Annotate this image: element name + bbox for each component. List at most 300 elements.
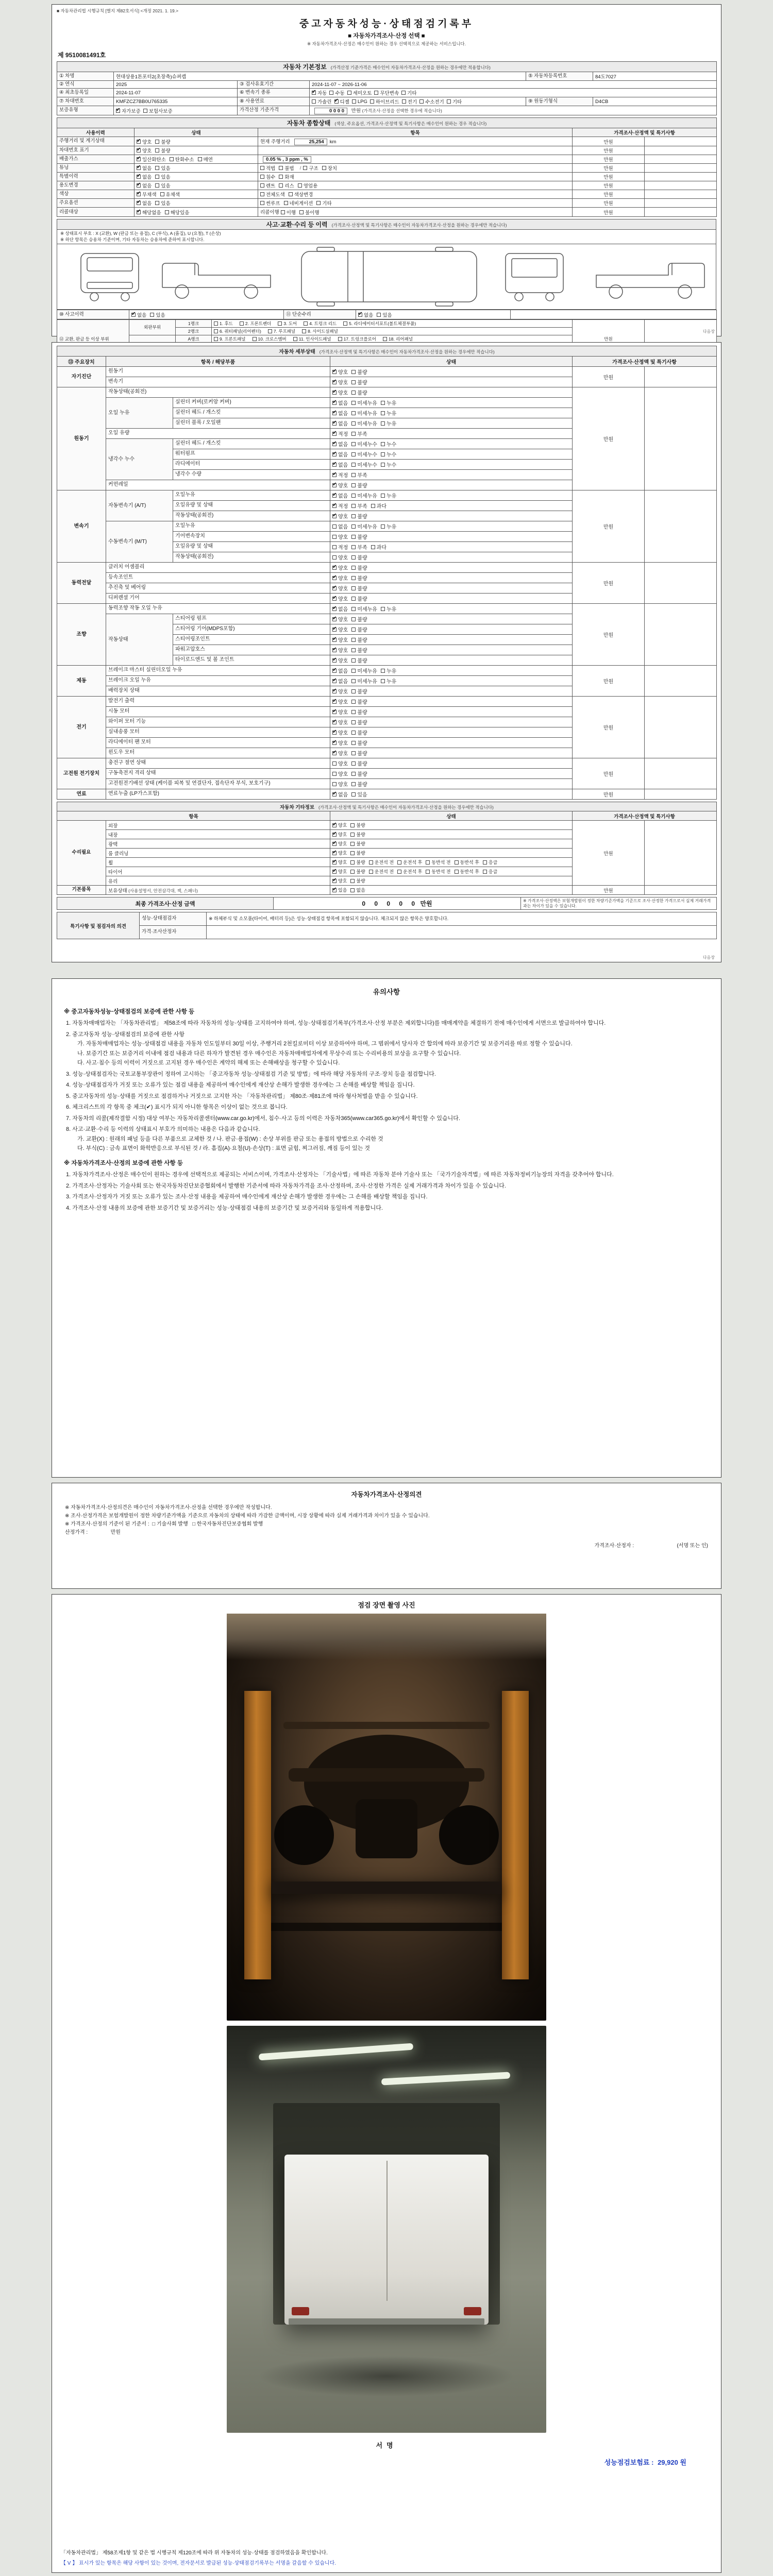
state-cell — [330, 717, 573, 727]
checkbox-없음[interactable] — [137, 199, 152, 207]
checkbox-일산화탄소[interactable] — [137, 156, 166, 163]
detail-header-device: ⑬ 주요장치 — [57, 357, 106, 367]
item-label: 윈도우 모터 — [106, 748, 330, 758]
checkbox-불량[interactable] — [351, 728, 367, 736]
checkbox-label: 미세누유 — [357, 421, 377, 427]
checkbox-누유[interactable] — [381, 677, 396, 685]
checkbox-양호[interactable] — [332, 512, 348, 520]
checkbox-label: 8. 사이드실패널 — [308, 329, 338, 334]
checkbox-불량[interactable] — [350, 877, 365, 884]
checkbox-과다[interactable] — [371, 502, 386, 510]
inspection-period-value: 2024-11-07 ~ 2026-11-06 — [310, 81, 717, 89]
item-label: 스티어링 기어(MDPS포함) — [173, 624, 330, 635]
checkbox-미세누유[interactable] — [351, 677, 377, 685]
checkbox-불량[interactable] — [351, 759, 367, 767]
checkbox-box — [351, 679, 356, 683]
checkbox-box — [329, 91, 333, 95]
state-cell — [330, 876, 573, 886]
notice-page — [52, 978, 721, 1478]
checkbox-불량[interactable] — [351, 656, 367, 664]
checkbox-동반석 후[interactable] — [455, 859, 479, 866]
checkbox-label: 침수 — [266, 175, 276, 180]
checkbox-양호[interactable] — [332, 595, 348, 602]
state-cell — [330, 655, 573, 666]
checkbox-이행[interactable] — [281, 209, 296, 216]
checkbox-label: 양호 — [338, 514, 348, 520]
device-label: 동력전달 — [57, 563, 106, 604]
checkbox-label: 불량 — [357, 638, 367, 643]
checkbox-누유[interactable] — [381, 492, 396, 499]
checkbox-label: 운전석 전 — [374, 860, 394, 865]
checkbox-label: 양호 — [338, 648, 348, 654]
checkbox-label: 불량 — [356, 851, 365, 856]
accident-legend — [57, 230, 716, 244]
checkbox-양호[interactable] — [332, 388, 348, 396]
checkbox-부족[interactable] — [351, 543, 367, 551]
checkbox-11. 인사이드패널[interactable] — [293, 336, 331, 342]
checkbox-17. 트렁크플로어[interactable] — [338, 336, 376, 342]
checkbox-label: 누유 — [386, 679, 397, 685]
checkbox-label: 이행 — [286, 210, 296, 216]
checkbox-양호[interactable] — [332, 822, 347, 828]
checkbox-누수[interactable] — [381, 440, 396, 448]
device-label: 수리필요 — [57, 821, 106, 886]
checkbox-미세누수[interactable] — [351, 461, 377, 468]
checkbox-5. 라디에이터서포트(볼트체결부품)[interactable] — [343, 320, 416, 327]
checkbox-label: 불량 — [357, 720, 367, 726]
checkbox-누수[interactable] — [381, 450, 396, 458]
checkbox-양호[interactable] — [332, 850, 347, 856]
sub-group-label: 수동변속기 (M/T) — [106, 521, 173, 563]
checkbox-기타[interactable] — [401, 89, 416, 96]
checkbox-label: 양호 — [338, 772, 348, 777]
checkbox-LPG[interactable] — [352, 99, 367, 105]
checkbox-무단변속[interactable] — [374, 89, 399, 96]
checkbox-6. 쿼터패널(리어펜더)[interactable] — [214, 328, 261, 334]
checkbox-box — [332, 628, 337, 632]
checkbox-미세누유[interactable] — [351, 605, 377, 613]
checkbox-box — [350, 842, 355, 846]
checkbox-불법[interactable] — [279, 164, 294, 172]
checkbox-불량[interactable] — [350, 859, 365, 866]
checkbox-불량[interactable] — [351, 708, 367, 716]
checkbox-가솔린[interactable] — [312, 98, 332, 105]
checkbox-탄화수소[interactable] — [170, 156, 194, 163]
checkbox-있음[interactable] — [351, 790, 367, 798]
checkbox-양호[interactable] — [332, 698, 348, 705]
first-registration-label: ④ 최초등록일 — [57, 89, 114, 97]
device-row — [57, 821, 717, 830]
checkbox-적법[interactable] — [260, 164, 275, 172]
checkbox-불량[interactable] — [351, 378, 367, 386]
checkbox-불량[interactable] — [351, 615, 367, 623]
checkbox-없음[interactable] — [332, 605, 348, 613]
checkbox-label: 불량 — [161, 148, 171, 154]
checkbox-box — [137, 175, 141, 179]
checkbox-미세누유[interactable] — [351, 419, 377, 427]
checkbox-label: 양호 — [338, 370, 348, 376]
checkbox-렌트[interactable] — [260, 182, 275, 189]
simple-repair-options — [356, 310, 511, 319]
checkbox-있음[interactable] — [155, 199, 170, 207]
checkbox-label: 없음 — [338, 421, 348, 427]
checkbox-양호[interactable] — [332, 749, 348, 757]
checkbox-box — [137, 148, 141, 152]
checkbox-과다[interactable] — [371, 543, 386, 551]
checkbox-불량[interactable] — [351, 584, 367, 592]
checkbox-양호[interactable] — [332, 840, 347, 847]
checkbox-없음[interactable] — [137, 182, 152, 189]
opinion-line: 가격조사·산정자 : (서명 또는 인) — [594, 1543, 708, 1549]
checkbox-무채색[interactable] — [137, 191, 157, 198]
checkbox-운전석 전[interactable] — [369, 868, 394, 875]
checkbox-없음[interactable] — [332, 522, 348, 530]
checkbox-양호[interactable] — [332, 574, 348, 582]
checkbox-미세누유[interactable] — [351, 667, 377, 674]
checkbox-10. 크로스멤버[interactable] — [253, 336, 287, 342]
checkbox-없음[interactable] — [332, 399, 348, 406]
price-cell: 만원 — [573, 387, 645, 490]
checkbox-불이행[interactable] — [299, 209, 320, 216]
remark-cell — [645, 821, 717, 886]
checkbox-구조[interactable] — [303, 164, 318, 172]
checkbox-누유[interactable] — [381, 605, 396, 613]
checkbox-label: 없음 — [137, 312, 147, 318]
state-cell — [135, 164, 258, 173]
checkbox-2. 프론트펜더[interactable] — [240, 320, 272, 327]
checkbox-3. 도어[interactable] — [278, 320, 297, 327]
checkbox-누유[interactable] — [381, 667, 396, 674]
checkbox-9. 프론트패널[interactable] — [214, 336, 246, 342]
checkbox-세미오토[interactable] — [347, 89, 372, 96]
checkbox-양호[interactable] — [332, 533, 348, 540]
checkbox-양호[interactable] — [332, 708, 348, 716]
checkbox-불량[interactable] — [351, 564, 367, 571]
checkbox-미세누수[interactable] — [351, 440, 377, 448]
checkbox-label: 불량 — [357, 700, 367, 705]
checkbox-없음[interactable] — [131, 311, 146, 318]
checkbox-label: 5. 라디에이터서포트(볼트체결부품) — [349, 321, 416, 327]
checkbox-양호[interactable] — [332, 868, 347, 875]
checkbox-label: 적정 — [338, 545, 348, 551]
checkbox-자가보증[interactable] — [116, 107, 141, 114]
checkbox-부족[interactable] — [351, 471, 367, 479]
state-cell — [330, 867, 573, 876]
checkbox-양호[interactable] — [332, 877, 347, 884]
floor-shadow — [258, 2355, 515, 2397]
checkbox-양호[interactable] — [332, 831, 347, 838]
checkbox-불량[interactable] — [351, 595, 367, 602]
checkbox-침수[interactable] — [260, 173, 275, 180]
checkbox-box — [350, 870, 355, 874]
checkbox-해당있음[interactable] — [165, 209, 190, 216]
checkbox-box — [332, 401, 337, 405]
checkbox-썬루프[interactable] — [260, 199, 280, 207]
checkbox-양호[interactable] — [332, 656, 348, 664]
remark-cell — [645, 666, 717, 697]
checkbox-없음[interactable] — [137, 164, 152, 172]
checkbox-label: 있음 — [338, 888, 347, 893]
checkbox-수동[interactable] — [329, 89, 344, 96]
checkbox-불량[interactable] — [350, 831, 365, 838]
state-cell — [135, 181, 258, 190]
checkbox-label: 누수 — [386, 442, 397, 448]
checkbox-부족[interactable] — [351, 502, 367, 510]
checkbox-양호[interactable] — [137, 147, 152, 154]
checkbox-불량[interactable] — [351, 698, 367, 705]
checkbox-기타[interactable] — [316, 199, 331, 207]
checkbox-양호[interactable] — [332, 770, 348, 777]
checkbox-있음[interactable] — [155, 164, 170, 172]
checkbox-있음[interactable] — [155, 173, 170, 180]
checkbox-1. 후드[interactable] — [214, 320, 233, 327]
checkbox-양호[interactable] — [332, 584, 348, 592]
underbody-shapes — [227, 1614, 546, 2021]
checkbox-box — [332, 524, 337, 529]
checkbox-양호[interactable] — [332, 780, 348, 788]
checkbox-label: 불량 — [357, 658, 367, 664]
checkbox-box — [426, 870, 430, 874]
state-cell — [330, 849, 573, 858]
checkbox-양호[interactable] — [332, 646, 348, 654]
checkbox-불량[interactable] — [350, 868, 365, 875]
checkbox-label: 양호 — [142, 139, 152, 145]
checkbox-불량[interactable] — [351, 749, 367, 757]
checkbox-없음[interactable] — [332, 667, 348, 674]
checkbox-부족[interactable] — [351, 430, 367, 437]
checkbox-불량[interactable] — [351, 780, 367, 788]
checkbox-적정[interactable] — [332, 471, 348, 479]
checkbox-불량[interactable] — [351, 718, 367, 726]
checkbox-7. 루프패널[interactable] — [268, 328, 295, 334]
checkbox-자동[interactable] — [312, 89, 327, 96]
checkbox-기타[interactable] — [447, 98, 462, 105]
checkbox-양호[interactable] — [332, 759, 348, 767]
checkbox-없음[interactable] — [332, 677, 348, 685]
state-cell — [330, 449, 573, 460]
checkbox-누수[interactable] — [381, 461, 396, 468]
checkbox-불량[interactable] — [350, 850, 365, 856]
device-row — [57, 886, 717, 895]
checkbox-적정[interactable] — [332, 543, 348, 551]
checkbox-box — [351, 411, 356, 415]
checkbox-box — [332, 504, 337, 508]
checkbox-불량[interactable] — [351, 512, 367, 520]
checkbox-불량[interactable] — [351, 770, 367, 777]
checkbox-box — [381, 463, 385, 467]
checkbox-해당없음[interactable] — [137, 209, 161, 216]
checkbox-유채색[interactable] — [160, 191, 180, 198]
state-cell — [330, 521, 573, 532]
checkbox-동반석 후[interactable] — [455, 868, 479, 875]
misc-header-item: 항목 — [57, 811, 330, 821]
checkbox-불량[interactable] — [350, 840, 365, 847]
checkbox-label: 없음 — [338, 607, 348, 613]
checkbox-누유[interactable] — [381, 409, 396, 417]
checkbox-불량[interactable] — [351, 553, 367, 561]
checkbox-미세누유[interactable] — [351, 399, 377, 406]
checkbox-화재[interactable] — [279, 173, 294, 180]
checkbox-매연[interactable] — [198, 156, 213, 163]
item-label: 룸 클리닝 — [106, 849, 330, 858]
checkbox-label: 수동 — [335, 91, 345, 96]
accident-section-header — [57, 219, 716, 244]
device-label: 조향 — [57, 604, 106, 666]
sub-group-label: 자동변속기 (A/T) — [106, 490, 173, 521]
checkbox-양호[interactable] — [332, 625, 348, 633]
checkbox-누유[interactable] — [381, 522, 396, 530]
checkbox-box — [332, 782, 337, 786]
device-label: 자기진단 — [57, 367, 106, 387]
checkbox-양호[interactable] — [137, 138, 152, 145]
checkbox-전기[interactable] — [402, 98, 417, 105]
checkbox-불량[interactable] — [155, 147, 170, 154]
checkbox-없음[interactable] — [332, 492, 348, 499]
checkbox-불량[interactable] — [155, 138, 170, 145]
checkbox-없음[interactable] — [332, 461, 348, 468]
checkbox-있음[interactable] — [377, 311, 392, 318]
checkbox-양호[interactable] — [332, 728, 348, 736]
notice-title: 유의사항 — [373, 988, 400, 996]
checkbox-box — [279, 166, 283, 170]
state-cell — [330, 490, 573, 501]
checkbox-없음[interactable] — [137, 173, 152, 180]
checkbox-불량[interactable] — [351, 481, 367, 489]
checkbox-box — [351, 463, 356, 467]
accident-history-options — [129, 310, 284, 319]
checkbox-색상변경[interactable] — [289, 191, 313, 198]
checkbox-전체도색[interactable] — [260, 191, 285, 198]
checkbox-미세누수[interactable] — [351, 450, 377, 458]
checkbox-box — [332, 391, 337, 395]
checkbox-양호[interactable] — [332, 564, 348, 571]
checkbox-없음[interactable] — [332, 419, 348, 427]
checkbox-불량[interactable] — [351, 739, 367, 747]
checkbox-동반석 전[interactable] — [426, 868, 450, 875]
checkbox-하이브리드[interactable] — [370, 98, 399, 105]
checkbox-label: 동반석 전 — [431, 869, 451, 874]
checkbox-양호[interactable] — [332, 378, 348, 386]
checkbox-누유[interactable] — [381, 419, 396, 427]
sub-group-label: 오일 누유 — [106, 398, 173, 429]
notice-item: 1. 자동차매매업자는 「자동차관리법」 제58조에 따라 자동차의 성능·상태를 고지하여야 하며, 성능·상태점검기록부(가격조사·산정 부분은 제외합니다)를 매매계약을 체결하기 전에 매수인에게 서면으로 발급하여야 합니다. — [66, 1020, 606, 1027]
inspector-label: 성능·상태점검자 — [140, 912, 207, 926]
checkbox-label: 렌트 — [266, 183, 276, 189]
checkbox-누유[interactable] — [381, 399, 396, 406]
checkbox-불량[interactable] — [351, 368, 367, 376]
checkbox-보험사보증[interactable] — [143, 107, 173, 114]
checkbox-없음[interactable] — [332, 409, 348, 417]
checkbox-불량[interactable] — [351, 636, 367, 643]
checkbox-운전석 후[interactable] — [397, 868, 422, 875]
checkbox-응급[interactable] — [483, 859, 497, 866]
checkbox-label: 누유 — [386, 494, 397, 499]
checkbox-양호[interactable] — [332, 636, 348, 643]
checkbox-운전석 전[interactable] — [369, 859, 394, 866]
checkbox-없음[interactable] — [332, 450, 348, 458]
checkbox-양호[interactable] — [332, 368, 348, 376]
checkbox-box — [332, 463, 337, 467]
checkbox-네비게이션[interactable] — [284, 199, 313, 207]
checkbox-box — [351, 380, 356, 384]
vehicle-diagram — [57, 244, 716, 310]
checkbox-18. 리어패널[interactable] — [383, 336, 413, 342]
item-label: 브레이크 오일 누유 — [106, 676, 330, 686]
state-cell — [330, 645, 573, 655]
checkbox-없음[interactable] — [332, 440, 348, 448]
checkbox-운전석 후[interactable] — [397, 859, 422, 866]
checkbox-양호[interactable] — [332, 553, 348, 561]
checkbox-있음[interactable] — [332, 887, 347, 893]
checkbox-양호[interactable] — [332, 718, 348, 726]
checkbox-없음[interactable] — [350, 887, 365, 893]
checkbox-미세누유[interactable] — [351, 522, 377, 530]
checkbox-적정[interactable] — [332, 430, 348, 437]
checkbox-양호[interactable] — [332, 739, 348, 747]
checkbox-label: 자가보증 — [122, 108, 141, 114]
checkbox-불량[interactable] — [351, 574, 367, 582]
checkbox-미세누유[interactable] — [351, 409, 377, 417]
checkbox-label: 미세누유 — [357, 401, 377, 406]
checkbox-동반석 전[interactable] — [426, 859, 450, 866]
device-label: 변속기 — [57, 490, 106, 563]
checkbox-label: 화재 — [284, 175, 294, 180]
item-label: 시동 모터 — [106, 707, 330, 717]
checkbox-box — [293, 337, 297, 341]
checkbox-불량[interactable] — [350, 822, 365, 828]
garage-light-1 — [259, 2043, 413, 2061]
remark-cell — [645, 563, 717, 604]
form-page-2 — [52, 342, 721, 962]
checkbox-디젤[interactable] — [334, 98, 349, 105]
checkbox-적정[interactable] — [332, 502, 348, 510]
checkbox-응급[interactable] — [483, 868, 497, 875]
checkbox-label: 누유 — [386, 411, 397, 417]
checkbox-장치[interactable] — [322, 164, 337, 172]
checkbox-없음[interactable] — [358, 311, 373, 318]
checkbox-box — [381, 679, 385, 683]
checkbox-수소전기[interactable] — [419, 98, 444, 105]
checkbox-label: 응급 — [488, 860, 498, 865]
checkbox-box — [370, 99, 374, 104]
checkbox-label: 미세누유 — [357, 411, 377, 417]
remark-cell — [645, 155, 717, 164]
checkbox-있음[interactable] — [150, 311, 165, 318]
price-cell: 만원 — [573, 604, 645, 666]
checkbox-label: 양호 — [338, 832, 347, 837]
checkbox-양호[interactable] — [332, 687, 348, 695]
checkbox-label: 양호 — [338, 731, 348, 736]
checkbox-미세누유[interactable] — [351, 492, 377, 499]
checkbox-양호[interactable] — [332, 481, 348, 489]
checkbox-box — [137, 140, 141, 144]
checkbox-양호[interactable] — [332, 859, 347, 866]
checkbox-불량[interactable] — [351, 687, 367, 695]
state-cell — [330, 676, 573, 686]
checkbox-리스[interactable] — [279, 182, 294, 189]
checkbox-불량[interactable] — [351, 625, 367, 633]
checkbox-불량[interactable] — [351, 533, 367, 540]
checkbox-불량[interactable] — [351, 646, 367, 654]
checkbox-불량[interactable] — [351, 388, 367, 396]
checkbox-8. 사이드실패널[interactable] — [302, 328, 338, 334]
checkbox-없음[interactable] — [332, 790, 348, 798]
checkbox-양호[interactable] — [332, 615, 348, 623]
checkbox-영업용[interactable] — [298, 182, 318, 189]
checkbox-있음[interactable] — [155, 182, 170, 189]
item-label: 휠 — [106, 858, 330, 867]
checkbox-4. 트렁크 리드[interactable] — [304, 320, 337, 327]
